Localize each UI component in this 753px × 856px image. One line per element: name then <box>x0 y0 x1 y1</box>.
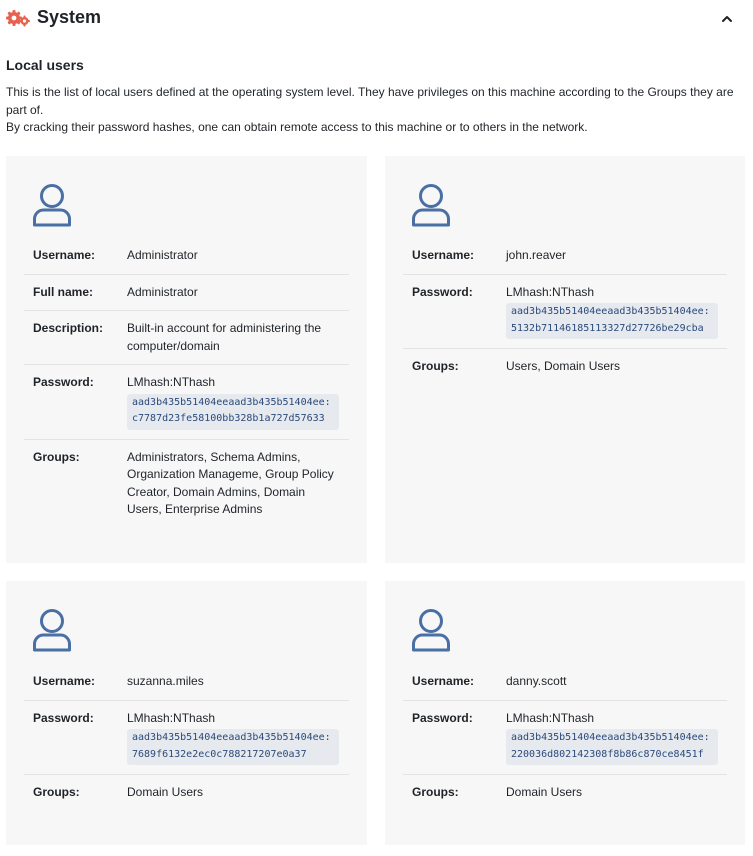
description-value: Built-in account for administering the computer/domain <box>127 321 322 353</box>
user-avatar-icon <box>411 608 451 652</box>
groups-row <box>24 775 349 811</box>
user-avatar-icon <box>32 608 72 652</box>
user-avatar-icon <box>411 183 451 227</box>
hash-type: LMhash:NThash <box>506 710 595 725</box>
groups-value: Users, Domain Users <box>506 359 621 373</box>
groups-label: Groups: <box>412 359 459 373</box>
hash-type: LMhash:NThash <box>127 710 216 725</box>
username-value: Administrator <box>127 248 198 262</box>
username-row <box>403 238 727 275</box>
username-label: Username: <box>33 248 96 262</box>
user-card-john-reaver <box>385 156 745 563</box>
groups-value: Domain Users <box>127 785 204 799</box>
hash-type: LMhash:NThash <box>506 284 595 299</box>
password-hash[interactable]: aad3b435b51404eeaad3b435b51404ee:7689f6132e2ec0c788217207e0a37 <box>127 729 339 765</box>
user-avatar-icon <box>32 183 72 227</box>
username-row <box>403 664 727 701</box>
groups-label: Groups: <box>412 785 459 799</box>
password-hash[interactable]: aad3b435b51404eeaad3b435b51404ee:c7787d23fe58100bb328b1a727d57633 <box>127 394 339 430</box>
username-value: suzanna.miles <box>127 674 204 688</box>
password-label: Password: <box>33 710 94 725</box>
system-header[interactable] <box>0 0 753 38</box>
groups-label: Groups: <box>33 449 80 464</box>
username-value: john.reaver <box>506 248 567 262</box>
local-users-title: Local users <box>6 57 84 73</box>
intro-line-2: By cracking their password hashes, one can obtain remote access to this machine or to others in the network. <box>6 120 588 134</box>
section-heading: System <box>37 7 102 27</box>
username-row <box>24 664 349 701</box>
password-hash[interactable]: aad3b435b51404eeaad3b435b51404ee:5132b71146185113327d27726be29cba <box>506 303 718 339</box>
description-label: Description: <box>33 321 104 335</box>
password-row <box>24 701 349 776</box>
groups-label: Groups: <box>33 785 80 799</box>
local-users-intro <box>6 84 748 137</box>
fullname-label: Full name: <box>33 284 94 299</box>
username-row <box>24 238 349 275</box>
username-label: Username: <box>33 674 96 688</box>
groups-row <box>403 349 727 385</box>
description-row <box>24 311 349 365</box>
password-label: Password: <box>33 375 94 389</box>
intro-line-1: This is the list of local users defined at the operating system level. They have privileges on this machine according to the Groups they are part of. <box>6 85 734 117</box>
password-row <box>24 365 349 440</box>
hash-type: LMhash:NThash <box>127 375 216 389</box>
fullname-value: Administrator <box>127 284 198 299</box>
gears-icon <box>6 8 30 28</box>
groups-value: Domain Users <box>506 785 583 799</box>
password-hash[interactable]: aad3b435b51404eeaad3b435b51404ee:220036d802142308f8b86c870ce8451f <box>506 729 718 765</box>
chevron-up-icon[interactable] <box>720 12 734 26</box>
password-row <box>403 701 727 776</box>
username-label: Username: <box>412 674 475 688</box>
password-label: Password: <box>412 284 473 299</box>
username-value: danny.scott <box>506 674 567 688</box>
user-card-administrator <box>6 156 367 563</box>
groups-row <box>24 440 349 528</box>
fullname-row <box>24 275 349 312</box>
groups-value: Administrators, Schema Admins, Organization Manageme, Group Policy Creator, Domain Admins, Domain Users, Enterprise Admins <box>127 449 334 516</box>
password-label: Password: <box>412 710 473 725</box>
password-row <box>403 275 727 350</box>
username-label: Username: <box>412 248 475 262</box>
groups-row <box>403 775 727 811</box>
user-card-danny-scott <box>385 581 745 845</box>
user-card-suzanna-miles <box>6 581 367 845</box>
